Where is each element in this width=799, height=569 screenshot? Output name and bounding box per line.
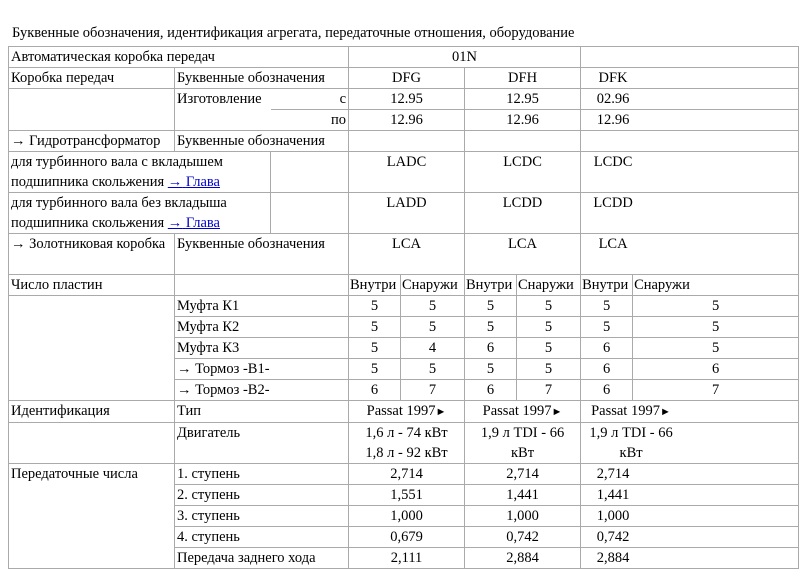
gearbox-code-spacer xyxy=(581,47,799,68)
plates-header-row xyxy=(9,275,799,296)
converter-with-bearing-label xyxy=(9,152,271,193)
engine-value xyxy=(581,423,799,464)
ratio-value: 2,884 xyxy=(465,548,581,569)
converter-code: LADC xyxy=(349,152,465,193)
chapter-link-text: Глава xyxy=(185,215,220,231)
plates-row-label: Муфта К1 xyxy=(175,296,349,317)
converter-code xyxy=(581,193,799,234)
plates-value: 5 xyxy=(517,359,581,380)
plates-value: 5 xyxy=(633,296,799,317)
type-value xyxy=(465,401,581,423)
converter-row xyxy=(9,131,799,152)
manufacture-label: Изготовление xyxy=(175,89,271,131)
plates-value: 5 xyxy=(581,296,633,317)
plates-value: 5 xyxy=(581,317,633,338)
valve-box-code: LCA xyxy=(465,234,581,275)
chapter-link[interactable] xyxy=(168,174,220,190)
plates-value: 5 xyxy=(465,359,517,380)
converter-without-bearing-label xyxy=(9,193,271,234)
valve-box-code-text: LCA xyxy=(598,236,628,252)
ratio-value-text: 1,441 xyxy=(596,487,630,503)
manufacture-from: 12.95 xyxy=(349,89,465,110)
plates-row-label-text: Тормоз -B2- xyxy=(195,382,270,398)
arrow-icon: → xyxy=(167,174,183,190)
identification-type-row xyxy=(9,401,799,423)
plates-row-label xyxy=(175,359,349,380)
box-code: DFG xyxy=(349,68,465,89)
type-value-text: Passat 1997 xyxy=(482,403,552,419)
empty-cell xyxy=(175,275,349,296)
converter-without-bearing-text: для турбинного вала без вкладыша подшипника скольжения xyxy=(11,195,227,231)
ratio-value: 2,111 xyxy=(349,548,465,569)
plates-outer-header: Снаружи xyxy=(633,275,799,296)
box-code: DFH xyxy=(465,68,581,89)
manufacture-to: 12.96 xyxy=(349,110,465,131)
arrow-icon: → xyxy=(177,382,192,398)
play-icon: ► xyxy=(659,406,671,418)
plates-value: 5 xyxy=(401,359,465,380)
ratio-row xyxy=(9,464,799,485)
identification-label: Идентификация xyxy=(9,401,175,423)
converter-code: LADD xyxy=(349,193,465,234)
ratio-value: 0,742 xyxy=(465,527,581,548)
box-label: Коробка передач xyxy=(9,68,175,89)
plates-value: 5 xyxy=(517,296,581,317)
plates-value: 5 xyxy=(465,317,517,338)
spec-table-viewport[interactable] xyxy=(8,46,720,566)
plates-inner-header: Внутри xyxy=(465,275,517,296)
plates-value: 5 xyxy=(517,317,581,338)
converter-label xyxy=(9,131,175,152)
ratio-gear: 2. ступень xyxy=(175,485,349,506)
empty-cell xyxy=(581,131,799,152)
ratio-value: 1,551 xyxy=(349,485,465,506)
manufacture-from-text: 02.96 xyxy=(596,91,630,107)
plates-value: 5 xyxy=(349,317,401,338)
ratio-value: 0,679 xyxy=(349,527,465,548)
converter-codes-label: Буквенные обозначения xyxy=(175,131,349,152)
ratio-value: 1,000 xyxy=(349,506,465,527)
empty-cell xyxy=(9,296,175,401)
manufacture-from-label: с xyxy=(271,89,349,110)
valve-box-row xyxy=(9,234,799,275)
plates-row xyxy=(9,296,799,317)
valve-box-code xyxy=(581,234,799,275)
box-code xyxy=(581,68,799,89)
manufacture-from-row xyxy=(9,89,799,110)
plates-value: 7 xyxy=(401,380,465,401)
chapter-link-text: Глава xyxy=(185,174,220,190)
plates-value: 5 xyxy=(349,359,401,380)
manufacture-to: 12.96 xyxy=(465,110,581,131)
ratio-gear: 4. ступень xyxy=(175,527,349,548)
plates-row-label: Муфта К2 xyxy=(175,317,349,338)
box-codes-label: Буквенные обозначения xyxy=(175,68,349,89)
identification-engine-row xyxy=(9,423,799,464)
plates-value: 7 xyxy=(633,380,799,401)
plates-value: 4 xyxy=(401,338,465,359)
arrow-icon: → xyxy=(11,236,26,252)
plates-value: 5 xyxy=(401,317,465,338)
ratio-gear: 1. ступень xyxy=(175,464,349,485)
box-codes-row xyxy=(9,68,799,89)
ratio-value: 2,714 xyxy=(349,464,465,485)
plates-value: 6 xyxy=(633,359,799,380)
ratio-value: 2,714 xyxy=(465,464,581,485)
engine-value-text: 1,9 л TDI - 66 кВт xyxy=(589,425,673,461)
gearbox-label: Автоматическая коробка передач xyxy=(9,47,349,68)
converter-label-text: Гидротрансформатор xyxy=(29,133,161,149)
type-value-text: Passat 1997 xyxy=(591,403,660,419)
manufacture-to xyxy=(581,110,799,131)
converter-code: LCDD xyxy=(465,193,581,234)
plates-value: 6 xyxy=(581,380,633,401)
arrow-icon: → xyxy=(11,133,26,149)
plates-row-label: Муфта К3 xyxy=(175,338,349,359)
type-value-text: Passat 1997 xyxy=(366,403,436,419)
plates-outer-header: Снаружи xyxy=(401,275,465,296)
chapter-link[interactable] xyxy=(168,215,220,231)
ratio-value: 1,441 xyxy=(465,485,581,506)
ratio-gear: Передача заднего хода xyxy=(175,548,349,569)
ratio-value xyxy=(581,485,799,506)
ratio-value xyxy=(581,527,799,548)
page-title: Буквенные обозначения, идентификация агрегата, передаточные отношения, оборудование xyxy=(12,25,575,41)
plates-inner-header: Внутри xyxy=(581,275,633,296)
ratio-value-text: 1,000 xyxy=(596,508,630,524)
arrow-icon: → xyxy=(177,361,192,377)
ratio-value xyxy=(581,548,799,569)
plates-value: 5 xyxy=(633,338,799,359)
spec-table xyxy=(8,46,799,569)
engine-value: 1,9 л TDI - 66 кВт xyxy=(465,423,581,464)
ratio-value-text: 2,714 xyxy=(596,466,630,482)
ratio-value: 1,000 xyxy=(465,506,581,527)
plates-value: 5 xyxy=(401,296,465,317)
converter-with-bearing-text: для турбинного вала с вкладышем подшипника скольжения xyxy=(11,154,223,190)
plates-value: 5 xyxy=(465,296,517,317)
converter-code-text: LCDD xyxy=(593,195,633,211)
empty-cell xyxy=(9,423,175,464)
valve-box-label-text: Золотниковая коробка xyxy=(29,236,166,252)
ratio-value-text: 0,742 xyxy=(596,529,630,545)
converter-with-bearing-row xyxy=(9,152,799,193)
converter-without-bearing-row xyxy=(9,193,799,234)
plates-value: 6 xyxy=(581,338,633,359)
converter-code: LCDC xyxy=(465,152,581,193)
valve-box-codes-label: Буквенные обозначения xyxy=(175,234,349,275)
plates-value: 5 xyxy=(349,296,401,317)
plates-outer-header: Снаружи xyxy=(517,275,581,296)
empty-cell xyxy=(271,193,349,234)
type-value xyxy=(349,401,465,423)
manufacture-from: 12.95 xyxy=(465,89,581,110)
ratio-value xyxy=(581,506,799,527)
plates-inner-header: Внутри xyxy=(349,275,401,296)
plates-value: 5 xyxy=(517,338,581,359)
empty-cell xyxy=(9,89,175,131)
plates-value: 6 xyxy=(581,359,633,380)
type-label: Тип xyxy=(175,401,349,423)
plates-value: 6 xyxy=(465,338,517,359)
ratio-value-text: 2,884 xyxy=(596,550,630,566)
valve-box-code: LCA xyxy=(349,234,465,275)
manufacture-to-text: 12.96 xyxy=(596,112,630,128)
converter-code xyxy=(581,152,799,193)
arrow-icon: → xyxy=(167,215,183,231)
plates-value: 7 xyxy=(517,380,581,401)
plates-value: 6 xyxy=(349,380,401,401)
engine-label: Двигатель xyxy=(175,423,349,464)
empty-cell xyxy=(271,152,349,193)
empty-cell xyxy=(465,131,581,152)
plates-value: 5 xyxy=(633,317,799,338)
type-value xyxy=(581,401,799,423)
engine-value: 1,6 л - 74 кВт 1,8 л - 92 кВт xyxy=(349,423,465,464)
ratios-label: Передаточные числа xyxy=(9,464,175,569)
manufacture-to-label: по xyxy=(271,110,349,131)
manufacture-from xyxy=(581,89,799,110)
converter-code-text: LCDC xyxy=(593,154,633,170)
plates-label: Число пластин xyxy=(9,275,175,296)
ratio-value xyxy=(581,464,799,485)
play-icon: ► xyxy=(551,406,563,418)
ratio-gear: 3. ступень xyxy=(175,506,349,527)
plates-row-label xyxy=(175,380,349,401)
empty-cell xyxy=(349,131,465,152)
play-icon: ► xyxy=(435,406,447,418)
plates-value: 6 xyxy=(465,380,517,401)
plates-value: 5 xyxy=(349,338,401,359)
gearbox-code: 01N xyxy=(349,47,581,68)
valve-box-label xyxy=(9,234,175,275)
plates-row-label-text: Тормоз -B1- xyxy=(195,361,270,377)
gearbox-row xyxy=(9,47,799,68)
box-code-text: DFK xyxy=(598,70,628,86)
